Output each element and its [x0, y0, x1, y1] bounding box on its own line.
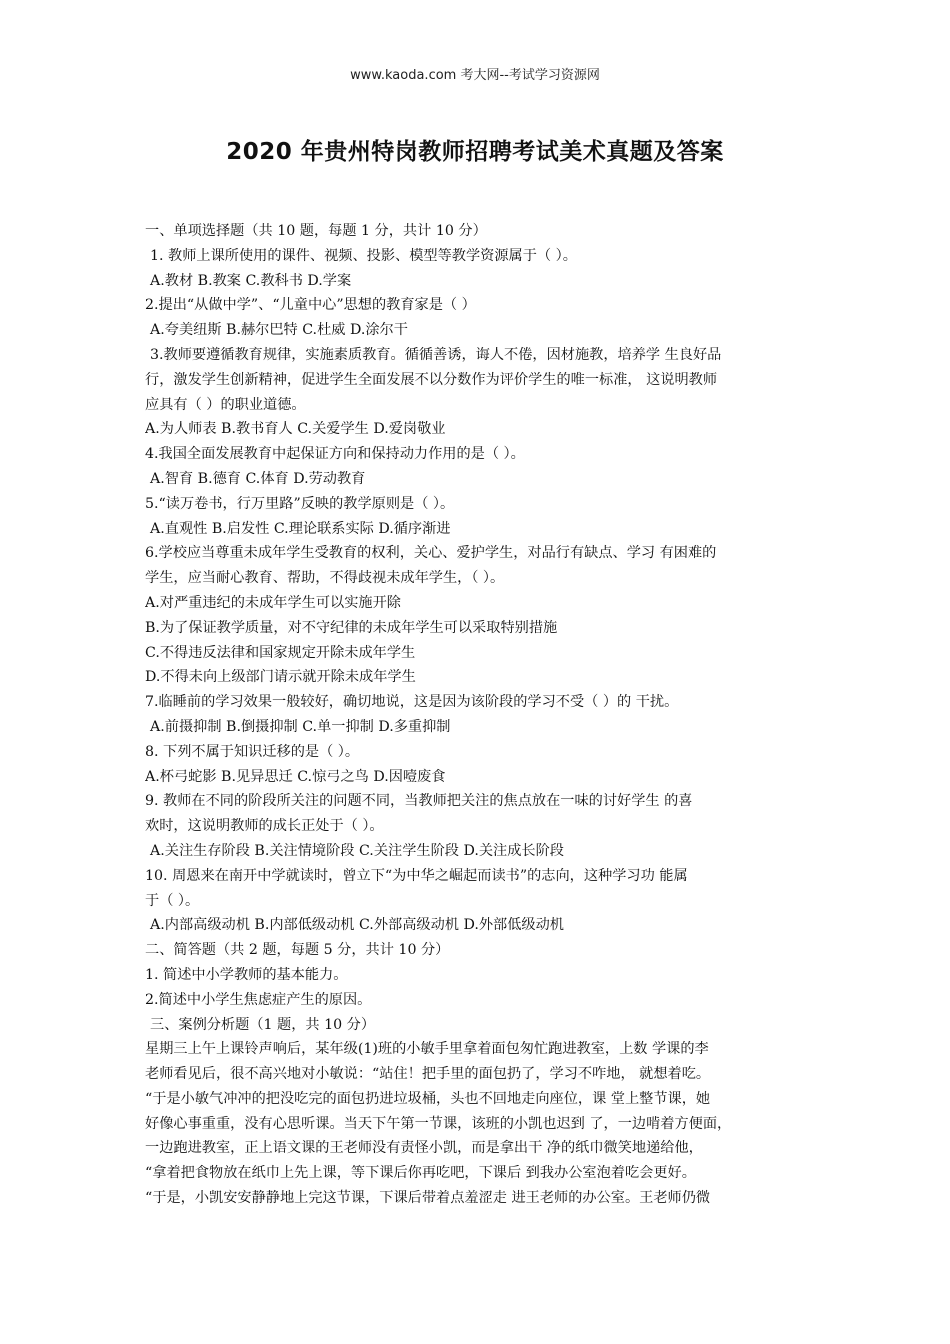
text-line: A.教材 B.教案 C.教科书 D.学案 — [150, 272, 352, 289]
text-line: 好像心事重重，没有心思听课。当天下午第一节课，该班的小凯也迟到 了，一边啃着方便面， — [145, 1115, 732, 1132]
text-line: 6.学校应当尊重未成年学生受教育的权利，关心、爱护学生，对品行有缺点、学习 有困难的 — [145, 545, 717, 562]
text-line: A.前摄抑制 B.倒摄抑制 C.单一抑制 D.多重抑制 — [150, 718, 451, 735]
text-line: 2.简述中小学生焦虑症产生的原因。 — [145, 991, 372, 1008]
text-line: B.为了保证教学质量，对不守纪律的未成年学生可以采取特别措施 — [145, 619, 558, 636]
text-line: 3.教师要遵循教育规律，实施素质教育。循循善诱，诲人不倦，因材施教，培养学 生良好品 — [150, 346, 722, 363]
text-line: 学生，应当耐心教育、帮助，不得歧视未成年学生，（ ）。 — [145, 570, 505, 587]
text-line: “于是小敏气冲冲的把没吃完的面包扔进垃圾桶，头也不回地走向座位，课 堂上整节课，她 — [145, 1090, 711, 1107]
text-line: 4.我国全面发展教育中起保证方向和保持动力作用的是（ ）。 — [145, 446, 525, 463]
text-line: 一边跑进教室，正上语文课的王老师没有责怪小凯，而是拿出干 净的纸巾微笑地递给他， — [145, 1140, 703, 1157]
text-line: 10. 周恩来在南开中学就读时，曾立下“为中华之崛起而读书”的志向，这种学习功 能属 — [145, 867, 688, 884]
text-line: 于（ ）。 — [145, 892, 200, 909]
text-line: 老师看见后，很不高兴地对小敏说：“站住！把手里的面包扔了，学习不咋地， 就想着吃。 — [145, 1066, 711, 1083]
text-line: 二、简答题（共 2 题，每题 5 分，共计 10 分） — [145, 942, 450, 959]
text-line: 1. 简述中小学教师的基本能力。 — [145, 966, 348, 983]
text-line: 5.“读万卷书，行万里路”反映的教学原则是（ ）。 — [145, 495, 455, 512]
text-line: 星期三上午上课铃声响后，某年级(1)班的小敏手里拿着面包匆忙跑进教室，上数 学课的李 — [145, 1041, 709, 1058]
text-line: 1. 教师上课所使用的课件、视频、投影、模型等教学资源属于（ ）。 — [150, 247, 577, 264]
text-line: “于是，小凯安安静静地上完这节课，下课后带着点羞涩走 进王老师的办公室。王老师仍微 — [145, 1190, 711, 1207]
text-line: A.智育 B.德育 C.体育 D.劳动教育 — [150, 470, 366, 487]
text-line: A.直观性 B.启发性 C.理论联系实际 D.循序渐进 — [150, 520, 451, 537]
text-line: 9. 教师在不同的阶段所关注的问题不同，当教师把关注的焦点放在一味的讨好学生 的喜 — [145, 793, 693, 810]
page-title: 2020 年贵州特岗教师招聘考试美术真题及答案 — [226, 139, 724, 165]
text-line: “拿着把食物放在纸巾上先上课，等下课后你再吃吧，下课后 到我办公室泡着吃会更好。 — [145, 1165, 696, 1182]
text-line: 一、单项选择题（共 10 题，每题 1 分，共计 10 分） — [145, 223, 487, 239]
text-line: 2.提出“从做中学”、“儿童中心”思想的教育家是（ ） — [145, 297, 476, 314]
text-line: 应具有（ ）的职业道德。 — [145, 396, 306, 413]
text-line: D.不得未向上级部门请示就开除未成年学生 — [145, 669, 416, 686]
text-line: A.夸美纽斯 B.赫尔巴特 C.杜威 D.涂尔干 — [150, 322, 408, 339]
text-line: A.为人师表 B.教书育人 C.关爱学生 D.爱岗敬业 — [145, 421, 446, 438]
site-header[interactable]: www.kaoda.com 考大网--考试学习资源网 — [350, 68, 600, 83]
text-line: 7.临睡前的学习效果一般较好，确切地说，这是因为该阶段的学习不受（ ）的 干扰。 — [145, 694, 679, 711]
text-line: A.关注生存阶段 B.关注情境阶段 C.关注学生阶段 D.关注成长阶段 — [150, 842, 564, 859]
text-line: 三、案例分析题（1 题，共 10 分） — [150, 1016, 376, 1033]
text-line: A.对严重违纪的未成年学生可以实施开除 — [145, 594, 401, 611]
text-line: A.内部高级动机 B.内部低级动机 C.外部高级动机 D.外部低级动机 — [150, 917, 564, 934]
exam-body — [145, 219, 811, 1211]
text-line: A.杯弓蛇影 B.见异思迁 C.惊弓之鸟 D.因噎废食 — [145, 768, 446, 785]
text-line: C.不得违反法律和国家规定开除未成年学生 — [145, 644, 416, 661]
text-line: 欢时，这说明教师的成长正处于（ ）。 — [145, 818, 384, 835]
text-line: 8. 下列不属于知识迁移的是（ ）。 — [145, 743, 360, 760]
text-line: 行，激发学生创新精神，促进学生全面发展不以分数作为评价学生的唯一标准， 这说明教师 — [145, 371, 718, 388]
